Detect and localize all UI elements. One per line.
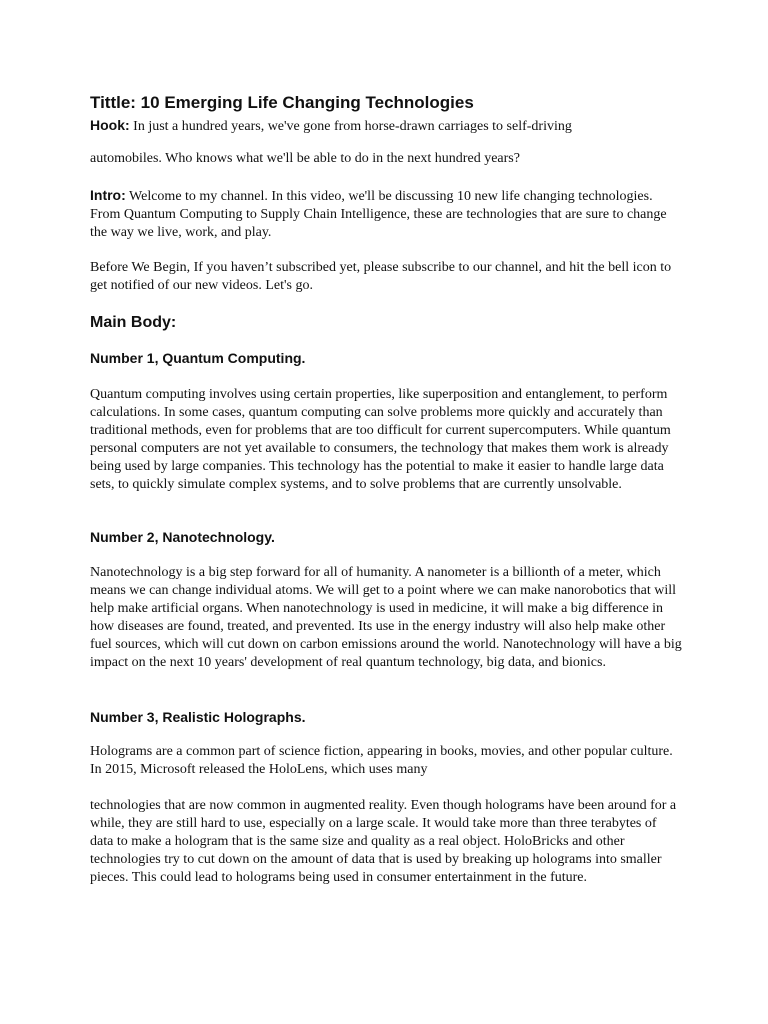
section-2-paragraph: Nanotechnology is a big step forward for all of humanity. A nanometer is a billionth of a meter, which means we can change individual atoms. We will get to a point where we can make nanorobotics that will help make artificial organs. When nanotechnology is used in medicine, it will make a big difference in how diseases are found, treated, and prevented. Its use in the energy industry will also help make other fuel sources, which will cut down on carbon emissions around the world. Nanotechnology will have a big impact on the next 10 years' development of real quantum technology, big data, and bionics. (90, 565, 682, 670)
section-1-paragraph: Quantum computing involves using certain properties, like superposition and entanglement, to perform calculations. In some cases, quantum computing can solve problems more quickly and accurately than traditional methods, even for problems that are too difficult for current supercomputers. While quantum personal computers are not yet available to consumers, the technology that makes them work is already being used by large companies. This technology has the potential to make it easier to handle large data sets, to quickly simulate complex systems, and to solve problems that are currently unsolvable. (90, 387, 671, 492)
hook-label: Hook: (90, 117, 130, 133)
intro-text: Welcome to my channel. In this video, we'll be discussing 10 new life changing technologies. From Quantum Computing to Supply Chain Intelligence, these are technologies that are sure to change the way we live, work, and play. (90, 189, 667, 240)
hook-line-2: automobiles. Who knows what we'll be able to do in the next hundred years? (90, 151, 520, 166)
section-2-heading: Number 2, Nanotechnology. (90, 529, 275, 545)
document-title: Tittle: 10 Emerging Life Changing Technologies (90, 93, 474, 112)
intro-paragraph (90, 186, 682, 242)
main-body-heading: Main Body: (90, 314, 177, 331)
before-begin-paragraph: Before We Begin, If you haven’t subscribed yet, please subscribe to our channel, and hit the bell icon to get notified of our new videos. Let's go. (90, 260, 672, 293)
intro-label: Intro: (90, 187, 126, 203)
hook-line-1 (90, 116, 572, 136)
section-3-heading: Number 3, Realistic Holographs. (90, 709, 306, 725)
section-1-heading: Number 1, Quantum Computing. (90, 350, 306, 366)
hook-text-1: In just a hundred years, we've gone from horse-drawn carriages to self-driving (129, 119, 572, 134)
section-3-paragraph: Holograms are a common part of science fiction, appearing in books, movies, and other popular culture. In 2015, Microsoft released the HoloLens, which uses many (90, 744, 673, 777)
section-3-paragraph-continued: technologies that are now common in augmented reality. Even though holograms have been around for a while, they are still hard to use, especially on a large scale. It would take more than three terabytes of data to make a hologram that is the same size and quality as a real object. HoloBricks and other technologies try to cut down on the amount of data that is used by breaking up holograms into smaller pieces. This could lead to holograms being used in consumer entertainment in the future. (90, 798, 677, 885)
